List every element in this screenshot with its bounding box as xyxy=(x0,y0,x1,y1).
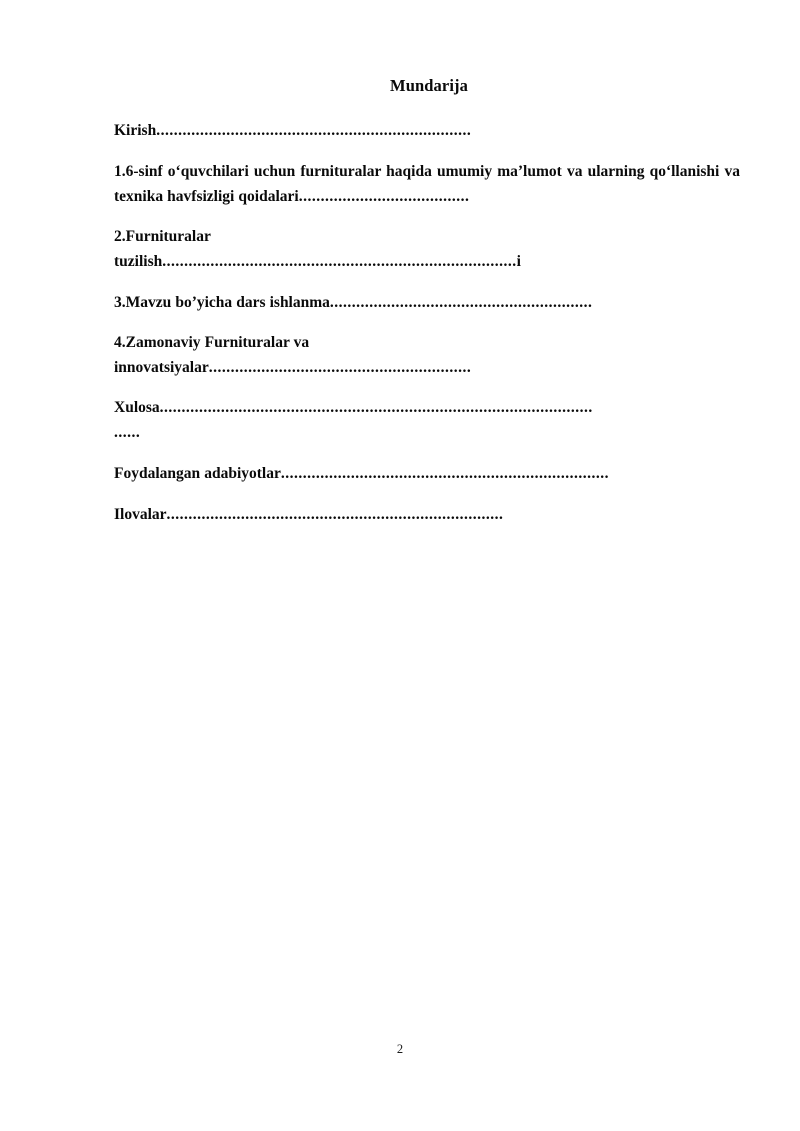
dot-leader: ................................................................................. xyxy=(162,252,517,270)
toc-entry-section-2 xyxy=(114,225,740,274)
toc-entry-label: Foydalangan adabiyotlar xyxy=(114,465,281,483)
toc-entry-kirish xyxy=(114,118,740,143)
toc-entry-label: 1.6-sinf oʻquvchilari uchun furnituralar haqida umumiy ma’lumot va ularning qoʻllanishi va texnika havfsizligi qoidalari xyxy=(114,163,740,206)
toc-entry-label: Xulosa xyxy=(114,399,160,417)
toc-entry-label-line2: innovatsiyalar xyxy=(114,358,209,376)
toc-entry-section-3 xyxy=(114,290,740,315)
dot-leader: ............................................................ xyxy=(208,358,472,376)
toc-entry-label: Kirish xyxy=(114,122,157,139)
toc-entry-label-line2: tuzilish xyxy=(114,252,163,270)
toc-entry-xulosa xyxy=(114,396,740,445)
toc-entry-trailing-mark: i xyxy=(516,252,521,270)
dot-leader: ........................................................................... xyxy=(280,465,609,483)
toc-entry-label-line1: 4.Zamonaviy Furnituralar va xyxy=(114,334,310,352)
dot-leader: ............................................................ xyxy=(329,294,593,312)
toc-entry-label: 3.Mavzu bo’yicha dars ishlanma xyxy=(114,294,330,312)
toc-entry-ilovalar xyxy=(114,502,740,527)
toc-entry-foydalangan-adabiyotlar xyxy=(114,461,740,486)
dot-leader: ....................................... xyxy=(298,188,470,206)
page-number: 2 xyxy=(396,1042,404,1056)
dot-leader: ................................................................................................... xyxy=(159,399,593,417)
toc-entry-section-1 xyxy=(114,159,740,209)
toc-entry-label-line1: 2.Furnituralar xyxy=(114,228,211,246)
toc-entry-label: Ilovalar xyxy=(114,506,167,524)
dot-leader: ........................................................................ xyxy=(156,122,472,139)
toc-entry-section-4 xyxy=(114,331,740,380)
dot-leader: ............................................................................. xyxy=(166,506,504,524)
dot-leader-continuation: ...... xyxy=(114,423,141,441)
page-title: Mundarija xyxy=(390,76,468,95)
table-of-contents xyxy=(114,76,740,528)
